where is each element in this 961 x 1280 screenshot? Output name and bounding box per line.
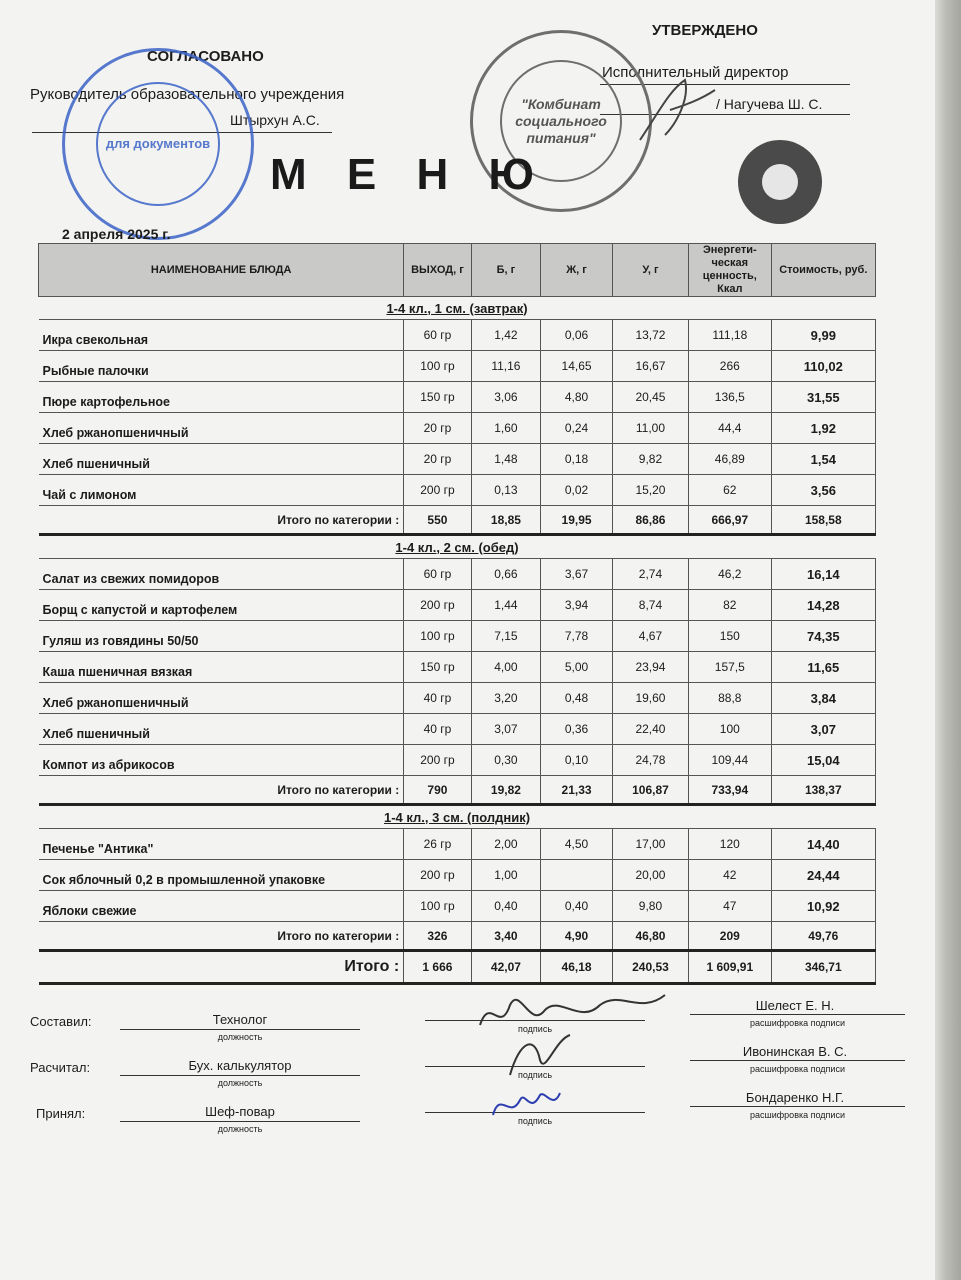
director-signature-icon [630,70,720,150]
cell-u: 17,00 [612,829,688,860]
section-header-row [39,805,876,829]
cell-b: 0,30 [471,745,541,776]
cell-zh: 14,65 [541,351,613,382]
approval-left-name: Штырхун А.С. [230,112,320,128]
position-value: Бух. калькулятор [188,1058,292,1073]
cell-b: 0,66 [471,559,541,590]
cell-kcal: 88,8 [689,683,772,714]
cell-out: 100 гр [404,351,471,382]
cell-u: 2,74 [612,559,688,590]
signature-role-label: Составил: [30,1014,92,1029]
column-header: У, г [612,244,688,297]
cell-out: 60 гр [404,559,471,590]
dish-name: Хлеб ржанопшеничный [39,683,404,714]
total-zh: 19,95 [541,506,613,535]
table-row [39,382,876,413]
category-total-label: Итого по категории : [39,506,404,535]
dish-name: Печенье "Антика" [39,829,404,860]
cell-out: 150 гр [404,382,471,413]
cell-b: 4,00 [471,652,541,683]
cell-kcal: 266 [689,351,772,382]
position-line [120,1121,360,1122]
table-row [39,683,876,714]
table-row [39,621,876,652]
table-row [39,351,876,382]
cell-zh: 0,10 [541,745,613,776]
total-u: 86,86 [612,506,688,535]
sign-caption: подпись [517,1070,553,1080]
cell-cost: 3,84 [771,683,875,714]
total-cost: 138,37 [771,776,875,805]
signature-scribble-icon [485,1085,565,1125]
cell-zh: 0,48 [541,683,613,714]
cell-u: 9,80 [612,891,688,922]
cell-kcal: 46,2 [689,559,772,590]
cell-zh: 4,50 [541,829,613,860]
section-title: 1-4 кл., 2 см. (обед) [39,535,876,559]
total-u: 106,87 [612,776,688,805]
table-row [39,891,876,922]
position-line [120,1029,360,1030]
position-line [120,1075,360,1076]
dish-name: Каша пшеничная вязкая [39,652,404,683]
name-line [690,1060,905,1061]
dish-name: Хлеб пшеничный [39,714,404,745]
cell-cost: 1,92 [771,413,875,444]
grand-total-zh: 46,18 [541,951,613,984]
approval-right-heading: УТВЕРЖДЕНО [652,22,758,39]
cell-kcal: 120 [689,829,772,860]
cell-kcal: 82 [689,590,772,621]
cell-cost: 31,55 [771,382,875,413]
cell-u: 20,45 [612,382,688,413]
dish-name: Салат из свежих помидоров [39,559,404,590]
cell-out: 26 гр [404,829,471,860]
cell-b: 3,06 [471,382,541,413]
table-row [39,714,876,745]
signature-role-label: Принял: [36,1106,86,1121]
signature-role-label: Расчитал: [30,1060,91,1075]
column-header: НАИМЕНОВАНИЕ БЛЮДА [39,244,404,297]
category-total-row [39,922,876,951]
cell-zh [541,860,613,891]
dish-name: Гуляш из говядины 50/50 [39,621,404,652]
cell-cost: 3,07 [771,714,875,745]
cell-cost: 110,02 [771,351,875,382]
dish-name: Рыбные палочки [39,351,404,382]
menu-date: 2 апреля 2025 г. [62,226,171,242]
gray-seal-text: "Комбинат социального питания" [515,95,607,146]
table-row [39,320,876,351]
table-row [39,444,876,475]
cell-u: 24,78 [612,745,688,776]
cell-zh: 0,02 [541,475,613,506]
sign-caption: подпись [517,1024,553,1034]
table-row [39,652,876,683]
name-caption: расшифровка подписи [750,1110,845,1120]
cell-kcal: 111,18 [689,320,772,351]
dish-name: Хлеб ржанопшеничный [39,413,404,444]
cell-b: 1,00 [471,860,541,891]
cell-kcal: 100 [689,714,772,745]
grand-total-out: 1 666 [404,951,471,984]
cell-kcal: 150 [689,621,772,652]
signer-name: Ивонинская В. С. [742,1044,848,1059]
dish-name: Икра свекольная [39,320,404,351]
cell-u: 23,94 [612,652,688,683]
cell-b: 2,00 [471,829,541,860]
table-row [39,829,876,860]
signer-name: Шелест Е. Н. [755,998,835,1013]
cell-cost: 15,04 [771,745,875,776]
cell-out: 40 гр [404,683,471,714]
total-b: 18,85 [471,506,541,535]
cell-b: 1,42 [471,320,541,351]
cell-u: 20,00 [612,860,688,891]
cell-b: 1,48 [471,444,541,475]
sign-caption: подпись [517,1116,553,1126]
cell-cost: 16,14 [771,559,875,590]
cell-zh: 0,18 [541,444,613,475]
cell-zh: 7,78 [541,621,613,652]
cell-u: 11,00 [612,413,688,444]
cell-cost: 14,40 [771,829,875,860]
blue-seal-text: для документов [105,136,211,151]
cell-kcal: 44,4 [689,413,772,444]
cell-cost: 9,99 [771,320,875,351]
total-cost: 158,58 [771,506,875,535]
signature-scribble-icon [500,1030,580,1080]
cell-kcal: 62 [689,475,772,506]
cell-out: 40 гр [404,714,471,745]
total-b: 3,40 [471,922,541,951]
cell-b: 0,40 [471,891,541,922]
table-header-row [39,244,876,297]
total-cost: 49,76 [771,922,875,951]
total-zh: 21,33 [541,776,613,805]
position-caption: должность [217,1124,263,1134]
cell-out: 200 гр [404,475,471,506]
grand-total-kcal: 1 609,91 [689,951,772,984]
category-total-row [39,506,876,535]
cell-cost: 24,44 [771,860,875,891]
position-caption: должность [217,1032,263,1042]
column-header: Б, г [471,244,541,297]
grand-total-label: Итого : [39,951,404,984]
cell-u: 19,60 [612,683,688,714]
approval-left-role: Руководитель образовательного учреждения [30,86,345,103]
school-logo-icon [738,140,822,224]
cell-zh: 0,24 [541,413,613,444]
cell-b: 1,44 [471,590,541,621]
cell-zh: 4,80 [541,382,613,413]
dish-name: Компот из абрикосов [39,745,404,776]
cell-u: 4,67 [612,621,688,652]
dish-name: Яблоки свежие [39,891,404,922]
cell-kcal: 47 [689,891,772,922]
cell-u: 9,82 [612,444,688,475]
total-out: 790 [404,776,471,805]
cell-cost: 1,54 [771,444,875,475]
cell-out: 20 гр [404,444,471,475]
cell-u: 15,20 [612,475,688,506]
position-value: Технолог [212,1012,268,1027]
column-header: Энергети-ческая ценность, Ккал [689,244,772,297]
cell-cost: 3,56 [771,475,875,506]
column-header: ВЫХОД, г [404,244,471,297]
table-row [39,745,876,776]
table-row [39,559,876,590]
position-value: Шеф-повар [205,1104,275,1119]
name-line [690,1106,905,1107]
cell-out: 20 гр [404,413,471,444]
cell-zh: 0,36 [541,714,613,745]
section-title: 1-4 кл., 1 см. (завтрак) [39,297,876,320]
cell-out: 200 гр [404,590,471,621]
grand-total-b: 42,07 [471,951,541,984]
cell-zh: 3,67 [541,559,613,590]
cell-out: 100 гр [404,621,471,652]
table-row [39,413,876,444]
total-zh: 4,90 [541,922,613,951]
category-total-label: Итого по категории : [39,922,404,951]
cell-cost: 11,65 [771,652,875,683]
total-kcal: 733,94 [689,776,772,805]
approval-left-heading: СОГЛАСОВАНО [147,48,264,65]
dish-name: Борщ с капустой и картофелем [39,590,404,621]
cell-out: 60 гр [404,320,471,351]
approval-right-role: Исполнительный директор [602,64,789,81]
cell-cost: 14,28 [771,590,875,621]
cell-zh: 3,94 [541,590,613,621]
total-b: 19,82 [471,776,541,805]
table-row [39,590,876,621]
cell-b: 3,20 [471,683,541,714]
name-caption: расшифровка подписи [750,1064,845,1074]
grand-total-cost: 346,71 [771,951,875,984]
dish-name: Чай с лимоном [39,475,404,506]
page-title: М Е Н Ю [270,150,548,199]
column-header: Ж, г [541,244,613,297]
dish-name: Сок яблочный 0,2 в промышленной упаковке [39,860,404,891]
cell-zh: 0,06 [541,320,613,351]
position-caption: должность [217,1078,263,1088]
total-u: 46,80 [612,922,688,951]
cell-out: 200 гр [404,745,471,776]
cell-zh: 5,00 [541,652,613,683]
table-row [39,860,876,891]
cell-out: 100 гр [404,891,471,922]
cell-kcal: 42 [689,860,772,891]
section-header-row [39,297,876,320]
cell-u: 22,40 [612,714,688,745]
cell-out: 200 гр [404,860,471,891]
cell-u: 13,72 [612,320,688,351]
cell-kcal: 109,44 [689,745,772,776]
total-kcal: 666,97 [689,506,772,535]
cell-kcal: 157,5 [689,652,772,683]
total-out: 326 [404,922,471,951]
paper-stack-edge [935,0,961,1280]
name-caption: расшифровка подписи [750,1018,845,1028]
cell-kcal: 136,5 [689,382,772,413]
cell-out: 150 гр [404,652,471,683]
cell-u: 16,67 [612,351,688,382]
approval-right-name: / Нагучева Ш. С. [716,96,823,112]
cell-b: 11,16 [471,351,541,382]
category-total-label: Итого по категории : [39,776,404,805]
cell-u: 8,74 [612,590,688,621]
dish-name: Хлеб пшеничный [39,444,404,475]
menu-table [38,243,876,985]
total-out: 550 [404,506,471,535]
name-line [690,1014,905,1015]
cell-b: 1,60 [471,413,541,444]
cell-b: 7,15 [471,621,541,652]
cell-cost: 74,35 [771,621,875,652]
cell-b: 3,07 [471,714,541,745]
table-row [39,475,876,506]
cell-cost: 10,92 [771,891,875,922]
grand-total-u: 240,53 [612,951,688,984]
category-total-row [39,776,876,805]
total-kcal: 209 [689,922,772,951]
cell-kcal: 46,89 [689,444,772,475]
signer-name: Бондаренко Н.Г. [745,1090,845,1105]
cell-b: 0,13 [471,475,541,506]
section-header-row [39,535,876,559]
section-title: 1-4 кл., 3 см. (полдник) [39,805,876,829]
dish-name: Пюре картофельное [39,382,404,413]
blue-seal-stamp [62,48,254,240]
cell-zh: 0,40 [541,891,613,922]
grand-total-row [39,951,876,984]
column-header: Стоимость, руб. [771,244,875,297]
